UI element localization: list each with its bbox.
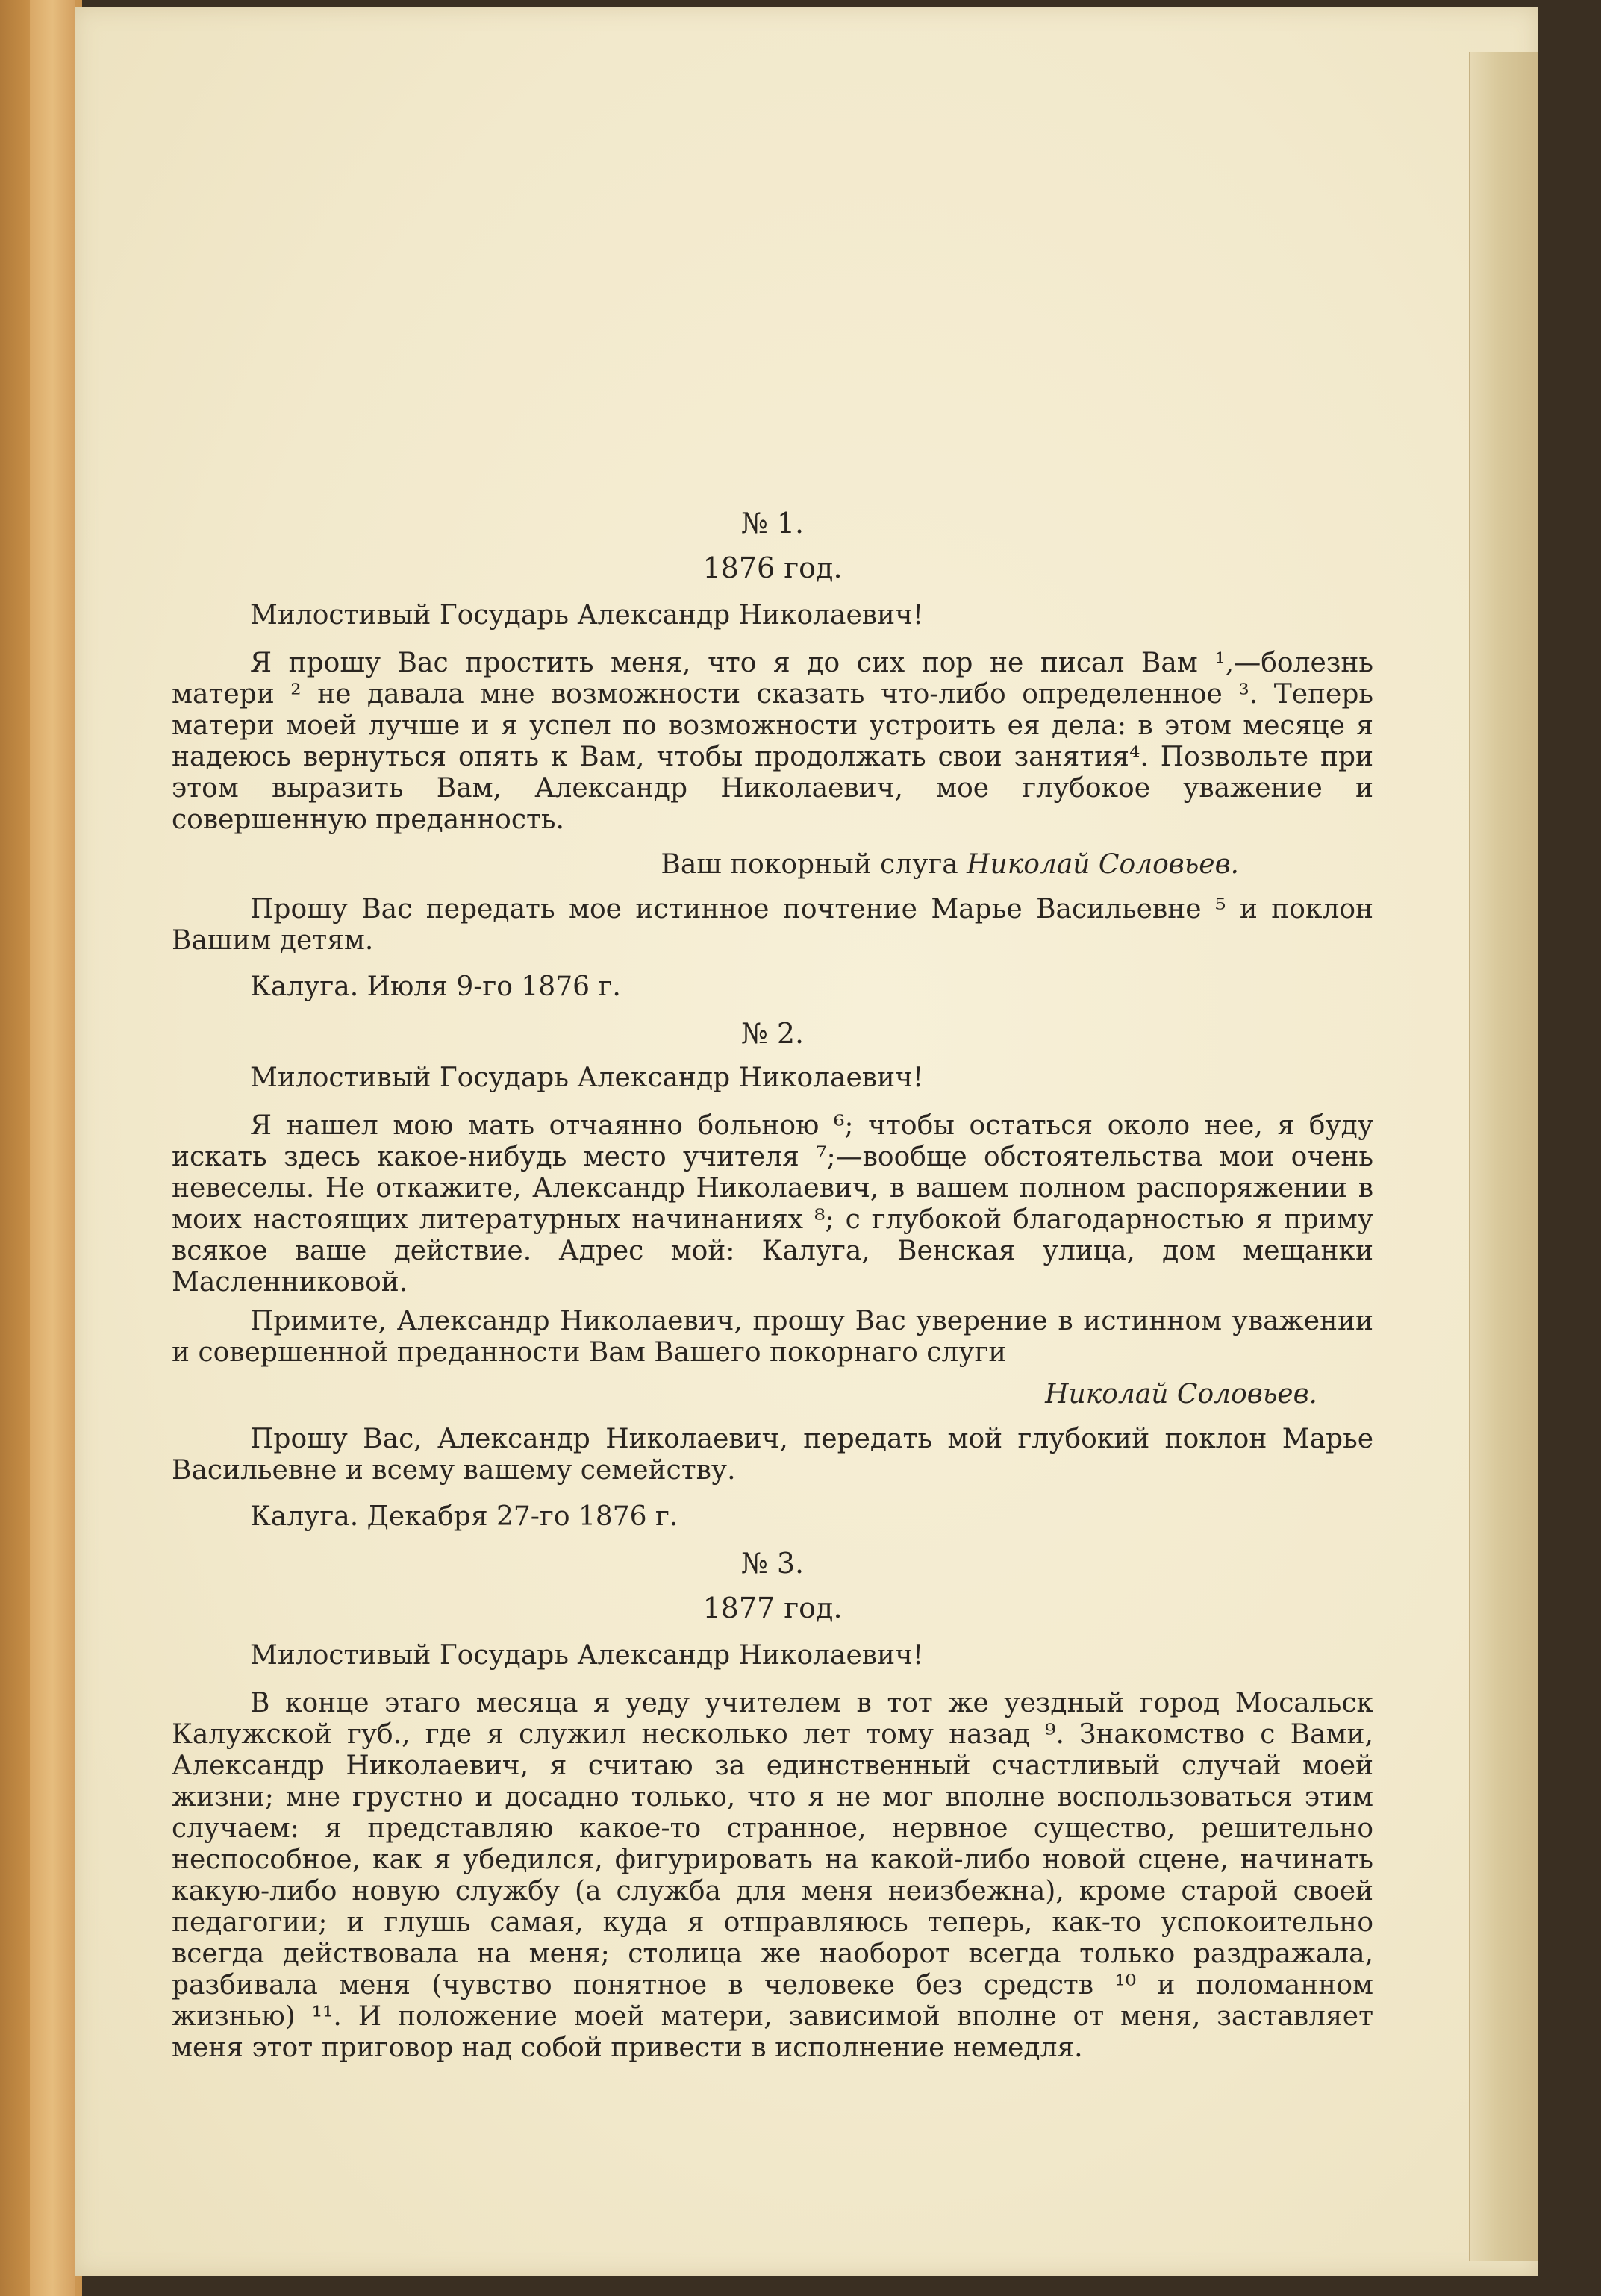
salutation: Милостивый Государь Александр Николаевич! xyxy=(250,1063,924,1093)
signature-prefix: Ваш покорный слуга xyxy=(661,849,958,880)
place-date: Калуга. Июля 9-го 1876 г. xyxy=(250,972,621,1002)
book-binding xyxy=(30,0,75,2296)
postscript: Прошу Вас передать мое истинное почтение Марье Васильевне ⁵ и поклон Вашим детям. xyxy=(172,894,1373,956)
letter-number: № 3. xyxy=(740,1547,805,1580)
salutation: Милостивый Государь Александр Николаевич! xyxy=(250,600,924,631)
paragraph: В конце этаго месяца я уеду учителем в тот же уездный город Мосальск Калужской губ., где я служил несколько лет тому назад ⁹. Знакомство с Вами, Александр Николаевич, я считаю за единственный счастливый случай моей жизни; мне грустно и досадно только, что я не мог вполне воспользоваться этим случаем: я представляю какое-то странное, нервное существо, решительно неспособное, как я убедился, фигурировать на какой-либо новой сцене, начинать какую-либо новую службу (а служба для меня неизбежна), кроме старой своей педагогии; и глушь самая, куда я отправляюсь теперь, как-то успокоительно всегда действовала на меня; столица же наоборот всегда только раздражала, разбивала меня (чувство понятное в человеке без средств ¹⁰ и поломанном жизнью) ¹¹. И положение моей матери, зависимой вполне от меня, заставляет меня этот приговор над собой привести в исполнение немедля. xyxy=(172,1688,1373,2063)
salutation: Милостивый Государь Александр Николаевич! xyxy=(250,1640,924,1671)
signature-name: Николай Соловьев. xyxy=(1045,1379,1317,1410)
letter-year: 1876 год. xyxy=(702,551,843,584)
place-date: Калуга. Декабря 27-го 1876 г. xyxy=(250,1501,678,1532)
letter-year: 1877 год. xyxy=(702,1592,843,1624)
postscript: Прошу Вас, Александр Николаевич, передать мой глубокий поклон Марье Васильевне и всему вашему семейству. xyxy=(172,1424,1373,1486)
letter-number: № 1. xyxy=(740,507,805,539)
paragraph: Примите, Александр Николаевич, прошу Вас уверение в истинном уважении и совершенной преданности Вам Вашего покорнаго слуги xyxy=(172,1306,1373,1368)
signature xyxy=(172,849,1373,880)
signature-name: Николай Соловьев. xyxy=(967,849,1239,880)
paragraph: Я нашел мою мать отчаянно больною ⁶; чтобы остаться около нее, я буду искать здесь какое-нибудь место учителя ⁷;—вообще обстоятельства мои очень невеселы. Не откажите, Александр Николаевич, в вашем полном распоряжении в моих настоящих литературных начинаниях ⁸; с глубокой благодарностью я приму всякое ваше действие. Адрес мой: Калуга, Венская улица, дом мещанки Масленниковой. xyxy=(172,1110,1373,1298)
page-edge xyxy=(1469,52,1538,2261)
paragraph: Я прошу Вас простить меня, что я до сих пор не писал Вам ¹,—болезнь матери ² не давала мне возможности сказать что-либо определенное ³. Теперь матери моей лучше и я успел по возможности устроить ея дела: в этом месяце я надеюсь вернуться опять к Вам, чтобы продолжать свои занятия⁴. Позвольте при этом выразить Вам, Александр Николаевич, мое глубокое уважение и совершенную преданность. xyxy=(172,648,1373,835)
page-text xyxy=(172,492,1373,2071)
letter-number: № 2. xyxy=(740,1017,805,1050)
